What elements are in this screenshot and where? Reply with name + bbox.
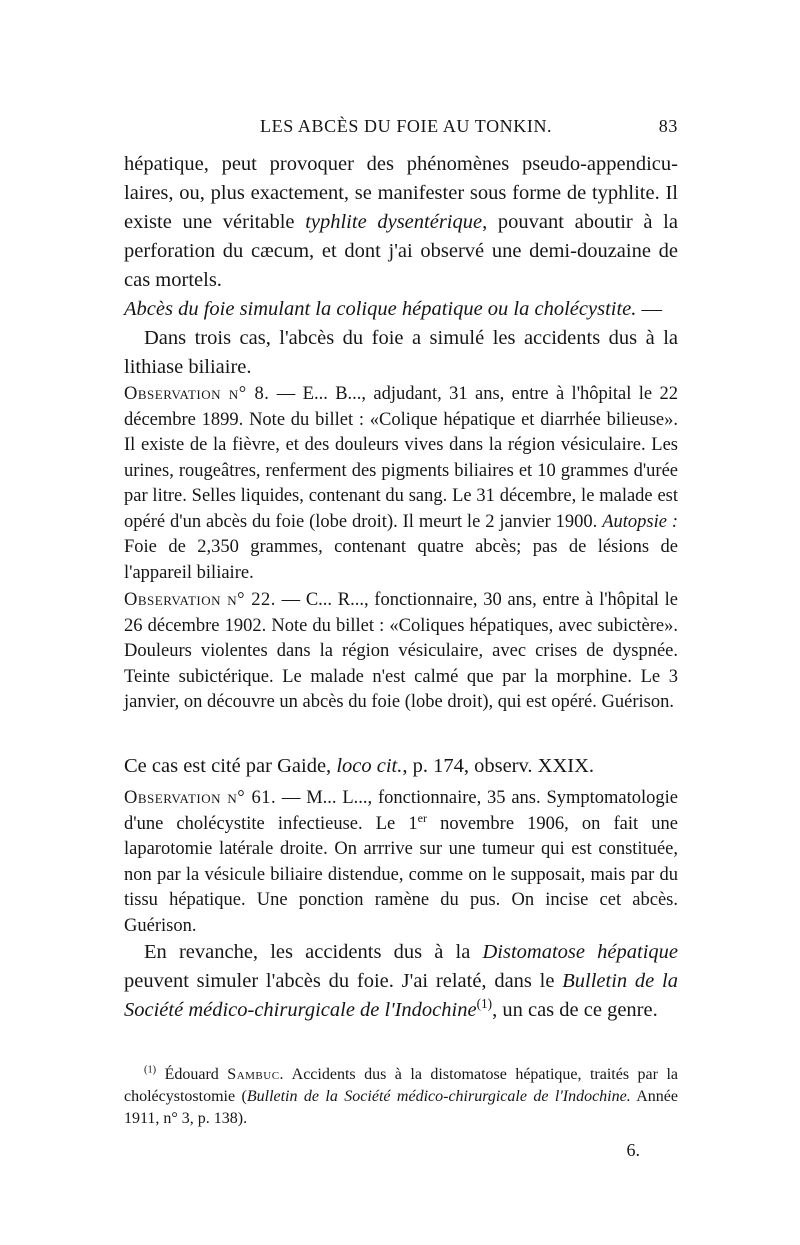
text-run: Ce cas est cité par Gaide,: [124, 755, 337, 777]
text-run: Accidents dus à la distomatose hépatique, traités par la cholécystostomie (: [124, 1066, 679, 1105]
text-run: hépatique, peut provoquer des phénomènes pseudo-appendiculaires, ou, plus exactement, se manifester sous forme de typhlite. Il existe une véritable: [124, 153, 678, 233]
text-run: Foie de 2,350 grammes, contenant quatre abcès; pas de lésions de l'appareil biliaire.: [124, 537, 678, 583]
section-heading: Abcès du foie simulant la colique hépatique ou la cholécystite.: [124, 298, 637, 320]
footnote-reference: (1): [476, 996, 493, 1012]
text-run: Année 1911, n° 3, p. 138).: [124, 1088, 679, 1127]
italic-journal: Bulletin de la Société médico-chirurgicale de l'Indochine: [124, 970, 678, 1021]
text-run: Édouard: [156, 1066, 228, 1083]
page-number: 83: [658, 116, 678, 136]
section-intro: Dans trois cas, l'abcès du foie a simulé les accidents dus à la lithiase biliaire.: [124, 327, 678, 378]
signature-mark: 6.: [626, 1140, 640, 1160]
italic-term: typhlite dysentérique: [305, 211, 483, 233]
text-run: — C... R..., fonctionnaire, 30 ans, entre à l'hôpital le 26 décembre 1902. Note du billet : «Coliques hépatiques, avec subictère». Douleurs violentes dans la région vésiculaire, avec crises de dyspnée. Teinte subictérique. Le malade n'est calmé que par la morphine. Le 3 janvier, on découvre un abcès du foie (lobe droit), qui est opéré. Guérison.: [124, 590, 679, 712]
observation-8: [124, 382, 678, 586]
italic-term: Distomatose hépatique: [482, 941, 678, 963]
italic-term: Autopsie :: [602, 511, 679, 532]
superscript: er: [417, 810, 427, 825]
text-run: novembre 1906, on fait une laparotomie latérale droite. On arrrive sur une tumeur qui est constituée, non par la vésicule biliaire distendue, comme on le supposait, mais par du tissu hépatique. Une ponction ramène du pus. On incise cet abcès. Guérison.: [124, 813, 678, 936]
observation-61: [124, 786, 678, 939]
italic-term: loco cit.: [336, 755, 403, 777]
text-run: , un cas de ce genre.: [492, 999, 658, 1021]
observation-label: Observation n° 8.: [124, 384, 270, 404]
text-run: , p. 174, observ. XXIX.: [402, 755, 595, 777]
running-title: LES ABCÈS DU FOIE AU TONKIN.: [260, 116, 553, 136]
section-heading-line: [124, 295, 678, 324]
section-cholecystite: [124, 295, 678, 382]
footnote-marker: (1): [144, 1064, 157, 1076]
paragraph-typhlite: [124, 150, 678, 295]
text-run: — M... L..., fonctionnaire, 35 ans. Symptomatologie d'une cholécystite infectieuse. Le 1: [124, 788, 678, 834]
observation-22: [124, 588, 678, 716]
text-run: , pouvant aboutir à la perforation du cæcum, et dont j'ai observé une demi-douzaine de cas mortels.: [124, 211, 678, 291]
text-run: En revanche, les accidents dus à la: [144, 941, 483, 963]
observation-label: Observation n° 22.: [124, 590, 276, 610]
running-head: [124, 116, 678, 144]
gaide-citation: [124, 752, 678, 781]
heading-dash: —: [636, 298, 663, 320]
text-run: peuvent simuler l'abcès du foie. J'ai relaté, dans le: [124, 970, 563, 992]
italic-journal: Bulletin de la Société médico-chirurgicale de l'Indochine.: [246, 1088, 631, 1105]
paragraph-distomatose: [124, 938, 678, 1025]
observation-label: Observation n° 61.: [124, 788, 277, 808]
footnote-author: Sambuc.: [227, 1066, 285, 1083]
text-run: — E... B..., adjudant, 31 ans, entre à l'hôpital le 22 décembre 1899. Note du billet : «Colique hépatique et diarrhée bilieuse». Il existe de la fièvre, et des douleurs vives dans la région vésiculaire. Les urines, rougeâtres, renferment des pigments biliaires et 10 grammes d'urée par litre. Selles liquides, contenant du sang. Le 31 décembre, le malade est opéré d'un abcès du foie (lobe droit). Il meurt le 2 janvier 1900.: [124, 384, 678, 532]
footnote: [124, 1064, 678, 1130]
